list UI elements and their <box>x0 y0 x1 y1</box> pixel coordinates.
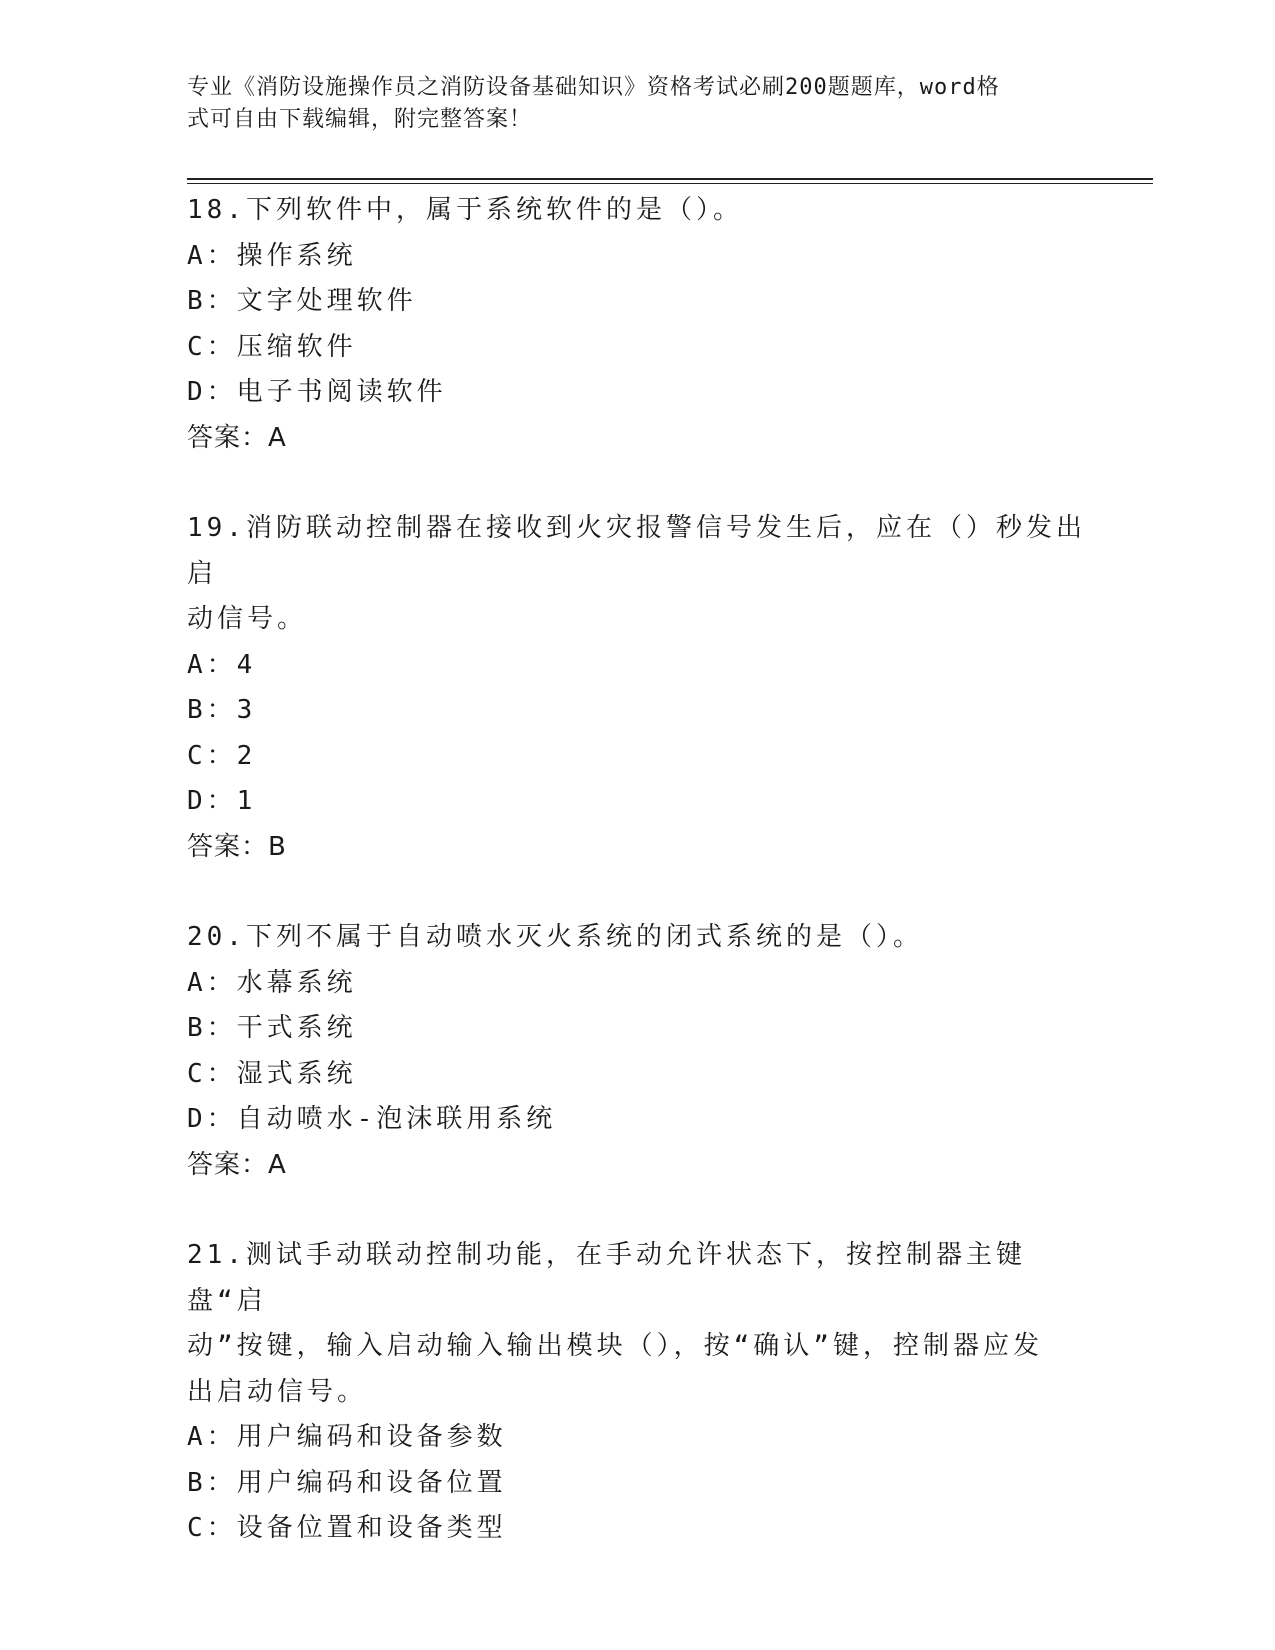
question-19 <box>187 506 1087 870</box>
option-d: D：电子书阅读软件 <box>187 377 447 407</box>
question-18 <box>187 188 1087 461</box>
header-line-1: 专业《消防设施操作员之消防设备基础知识》资格考试必刷200题题库，word格 <box>187 75 1000 100</box>
option-b: B：文字处理软件 <box>187 286 417 316</box>
option-c: C：设备位置和设备类型 <box>187 1513 507 1543</box>
question-stem-continued: 动”按键，输入启动输入输出模块（），按“确认”键，控制器应发 <box>187 1331 1043 1361</box>
option-c: C：压缩软件 <box>187 331 357 362</box>
answer-line: 答案：A <box>187 1149 287 1180</box>
option-a: A：用户编码和设备参数 <box>187 1422 507 1452</box>
question-stem: 20.下列不属于自动喷水灭火系统的闭式系统的是（）。 <box>187 922 923 952</box>
question-stem: 21.测试手动联动控制功能，在手动允许状态下，按控制器主键盘“启 <box>187 1240 1026 1316</box>
question-stem-continued: 动信号。 <box>187 604 308 634</box>
question-20 <box>187 915 1087 1188</box>
header-divider-thick <box>187 178 1153 180</box>
option-b: B：3 <box>187 695 257 725</box>
header-divider-thin <box>187 183 1153 184</box>
question-list <box>187 188 1087 1597</box>
header-line-2: 式可自由下载编辑，附完整答案！ <box>187 107 533 132</box>
question-stem: 19.消防联动控制器在接收到火灾报警信号发生后，应在（）秒发出启 <box>187 513 1086 589</box>
option-b: B：用户编码和设备位置 <box>187 1467 507 1498</box>
option-a: A：4 <box>187 649 257 680</box>
answer-line: 答案：B <box>187 831 287 862</box>
option-a: A：操作系统 <box>187 240 357 271</box>
option-b: B：干式系统 <box>187 1013 357 1043</box>
option-d: D：自动喷水-泡沫联用系统 <box>187 1104 557 1134</box>
option-d: D：1 <box>187 786 257 816</box>
question-21 <box>187 1233 1087 1552</box>
option-a: A：水幕系统 <box>187 967 357 998</box>
question-stem: 18.下列软件中，属于系统软件的是（）。 <box>187 195 743 225</box>
option-c: C：2 <box>187 740 257 771</box>
question-stem-continued: 出启动信号。 <box>187 1376 368 1407</box>
document-header <box>187 72 1067 136</box>
option-c: C：湿式系统 <box>187 1058 357 1089</box>
answer-line: 答案：A <box>187 422 287 453</box>
